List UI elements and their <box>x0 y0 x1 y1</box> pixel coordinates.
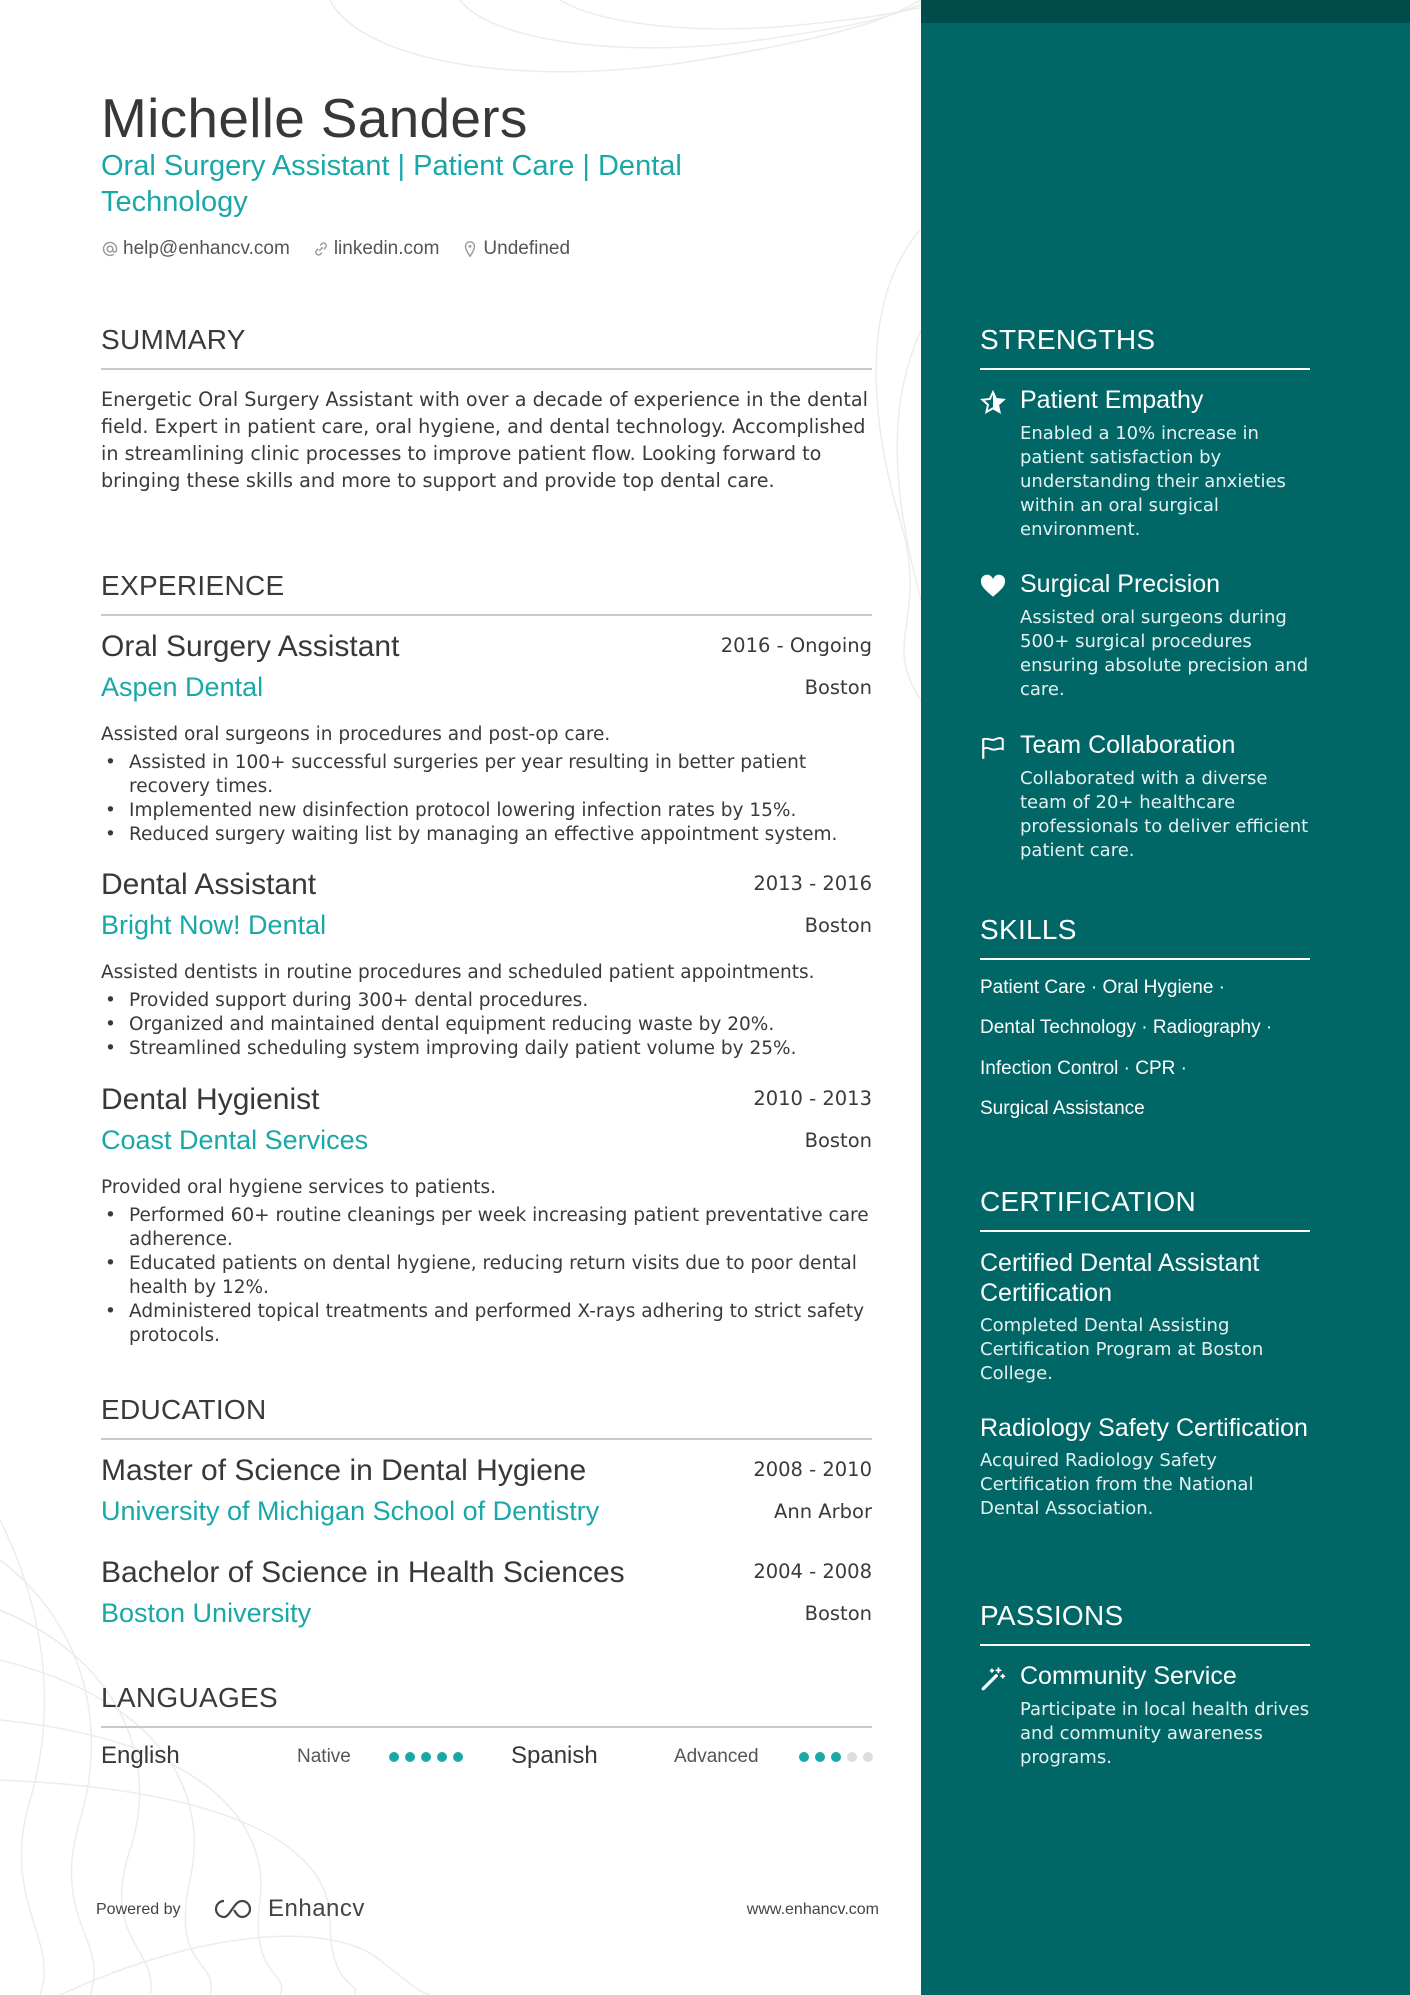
powered-by-text: Powered by <box>96 1901 181 1918</box>
achievement-item: • Implemented new disinfection protocol lowering infection rates by 15%. <box>101 799 872 823</box>
degree-title: Master of Science in Dental Hygiene <box>101 1454 587 1487</box>
strength-description: Assisted oral surgeons during 500+ surgical procedures ensuring absolute precision and care. <box>1020 607 1309 700</box>
strength-title: Team Collaboration <box>1020 731 1236 759</box>
language-rating <box>799 1752 873 1762</box>
certification-title: Radiology Safety Certification <box>980 1414 1308 1442</box>
heart-icon <box>980 574 1006 600</box>
degree-title: Bachelor of Science in Health Sciences <box>101 1556 625 1589</box>
contact-info <box>101 238 570 260</box>
school-location: Ann Arbor <box>774 1500 872 1523</box>
flag-icon <box>980 735 1006 761</box>
achievement-item: • Reduced surgery waiting list by managing an effective appointment system. <box>101 823 872 847</box>
school-location: Boston <box>804 1602 872 1625</box>
certification-item <box>980 1413 1310 1521</box>
job-achievements <box>101 751 872 847</box>
skill-line: Dental Technology · Radiography · <box>980 1017 1273 1038</box>
degree-dates: 2008 - 2010 <box>753 1458 872 1481</box>
job-achievements <box>101 989 872 1061</box>
skill-line: Surgical Assistance <box>980 1098 1145 1119</box>
candidate-name: Michelle Sanders <box>101 87 528 149</box>
achievement-item: • Performed 60+ routine cleanings per week increasing patient preventative care adherence. <box>101 1204 872 1252</box>
job-title: Dental Assistant <box>101 868 317 901</box>
job-dates: 2010 - 2013 <box>753 1087 872 1110</box>
certification-description: Completed Dental Assisting Certification Program at Boston College. <box>980 1315 1264 1384</box>
rating-dot <box>799 1752 809 1762</box>
rating-dot <box>389 1752 399 1762</box>
job-achievements <box>101 1204 872 1348</box>
brand-name: Enhancv <box>268 1895 365 1922</box>
job-title: Oral Surgery Assistant <box>101 630 400 663</box>
job-location: Boston <box>804 1129 872 1152</box>
experience-heading: EXPERIENCE <box>101 570 872 616</box>
languages-list <box>101 1742 872 1772</box>
strength-title: Surgical Precision <box>1020 570 1221 598</box>
job-location: Boston <box>804 914 872 937</box>
rating-dot <box>405 1752 415 1762</box>
skill-line: Infection Control · CPR · <box>980 1058 1187 1079</box>
strength-title: Patient Empathy <box>1020 386 1204 414</box>
school-name: University of Michigan School of Dentistry <box>101 1496 600 1526</box>
company-name: Coast Dental Services <box>101 1125 369 1155</box>
location-text: Undefined <box>483 238 571 259</box>
footer <box>96 1895 879 1925</box>
achievement-item: • Organized and maintained dental equipment reducing waste by 20%. <box>101 1013 872 1037</box>
job-description: Provided oral hygiene services to patients. <box>101 1177 496 1198</box>
passion-description: Participate in local health drives and community awareness programs. <box>1020 1699 1310 1768</box>
contact-linkedin[interactable] <box>312 238 440 260</box>
strengths-heading: STRENGTHS <box>980 324 1310 370</box>
achievement-item: • Provided support during 300+ dental procedures. <box>101 989 872 1013</box>
enhancv-logo-icon <box>214 1897 260 1921</box>
contact-email[interactable] <box>101 238 290 260</box>
passions-heading: PASSIONS <box>980 1600 1310 1646</box>
rating-dot <box>863 1752 873 1762</box>
website-link[interactable]: www.enhancv.com <box>746 1901 879 1918</box>
rating-dot <box>421 1752 431 1762</box>
rating-dot <box>815 1752 825 1762</box>
achievement-item: • Administered topical treatments and performed X-rays adhering to strict safety protocols. <box>101 1300 872 1348</box>
languages-heading: LANGUAGES <box>101 1682 872 1728</box>
summary-text: Energetic Oral Surgery Assistant with over a decade of experience in the dental field. Expert in patient care, oral hygiene, and dental technology. Accomplished in streamlining clinic processes to improve patient flow. Looking forward to bringing these skills and more to support and provide top dental care. <box>101 388 868 492</box>
rating-dot <box>437 1752 447 1762</box>
passion-title: Community Service <box>1020 1662 1237 1690</box>
job-title: Dental Hygienist <box>101 1083 320 1116</box>
at-icon <box>101 240 119 258</box>
location-pin-icon <box>461 240 479 258</box>
achievement-item: • Educated patients on dental hygiene, reducing return visits due to poor dental health by 12%. <box>101 1252 872 1300</box>
language-name: English <box>101 1742 180 1769</box>
skills-heading: SKILLS <box>980 914 1310 960</box>
rating-dot <box>831 1752 841 1762</box>
education-heading: EDUCATION <box>101 1394 872 1440</box>
achievement-item: • Assisted in 100+ successful surgeries per year resulting in better patient recovery times. <box>101 751 872 799</box>
candidate-headline: Oral Surgery Assistant | Patient Care | Dental Technology <box>101 150 682 218</box>
achievement-item: • Streamlined scheduling system improving daily patient volume by 25%. <box>101 1037 872 1061</box>
star-icon <box>980 390 1006 416</box>
school-name: Boston University <box>101 1598 312 1628</box>
language-rating <box>389 1752 463 1762</box>
link-icon <box>312 240 330 258</box>
job-dates: 2016 - Ongoing <box>720 634 872 657</box>
language-level: Native <box>297 1746 351 1767</box>
certification-description: Acquired Radiology Safety Certification from the National Dental Association. <box>980 1450 1254 1519</box>
summary-heading: SUMMARY <box>101 324 872 370</box>
certification-heading: CERTIFICATION <box>980 1186 1310 1232</box>
email-text: help@enhancv.com <box>123 238 290 259</box>
linkedin-text: linkedin.com <box>333 238 440 259</box>
strength-description: Collaborated with a diverse team of 20+ healthcare professionals to deliver efficient patient care. <box>1020 768 1309 861</box>
strength-description: Enabled a 10% increase in patient satisfaction by understanding their anxieties within an oral surgical environment. <box>1020 423 1286 540</box>
rating-dot <box>453 1752 463 1762</box>
sidebar-top-bar <box>921 0 1410 23</box>
skill-line: Patient Care · Oral Hygiene · <box>980 977 1225 998</box>
job-description: Assisted oral surgeons in procedures and post-op care. <box>101 724 611 745</box>
job-dates: 2013 - 2016 <box>753 872 872 895</box>
contact-location <box>461 238 570 260</box>
certification-title: Certified Dental Assistant Certification <box>980 1249 1260 1307</box>
enhancv-logo[interactable] <box>214 1895 365 1923</box>
rating-dot <box>847 1752 857 1762</box>
job-description: Assisted dentists in routine procedures and scheduled patient appointments. <box>101 962 815 983</box>
language-level: Advanced <box>674 1746 759 1767</box>
certification-item <box>980 1248 1310 1386</box>
company-name: Aspen Dental <box>101 672 264 702</box>
company-name: Bright Now! Dental <box>101 910 327 940</box>
degree-dates: 2004 - 2008 <box>753 1560 872 1583</box>
language-name: Spanish <box>511 1742 598 1769</box>
job-location: Boston <box>804 676 872 699</box>
magic-wand-icon <box>980 1666 1006 1692</box>
